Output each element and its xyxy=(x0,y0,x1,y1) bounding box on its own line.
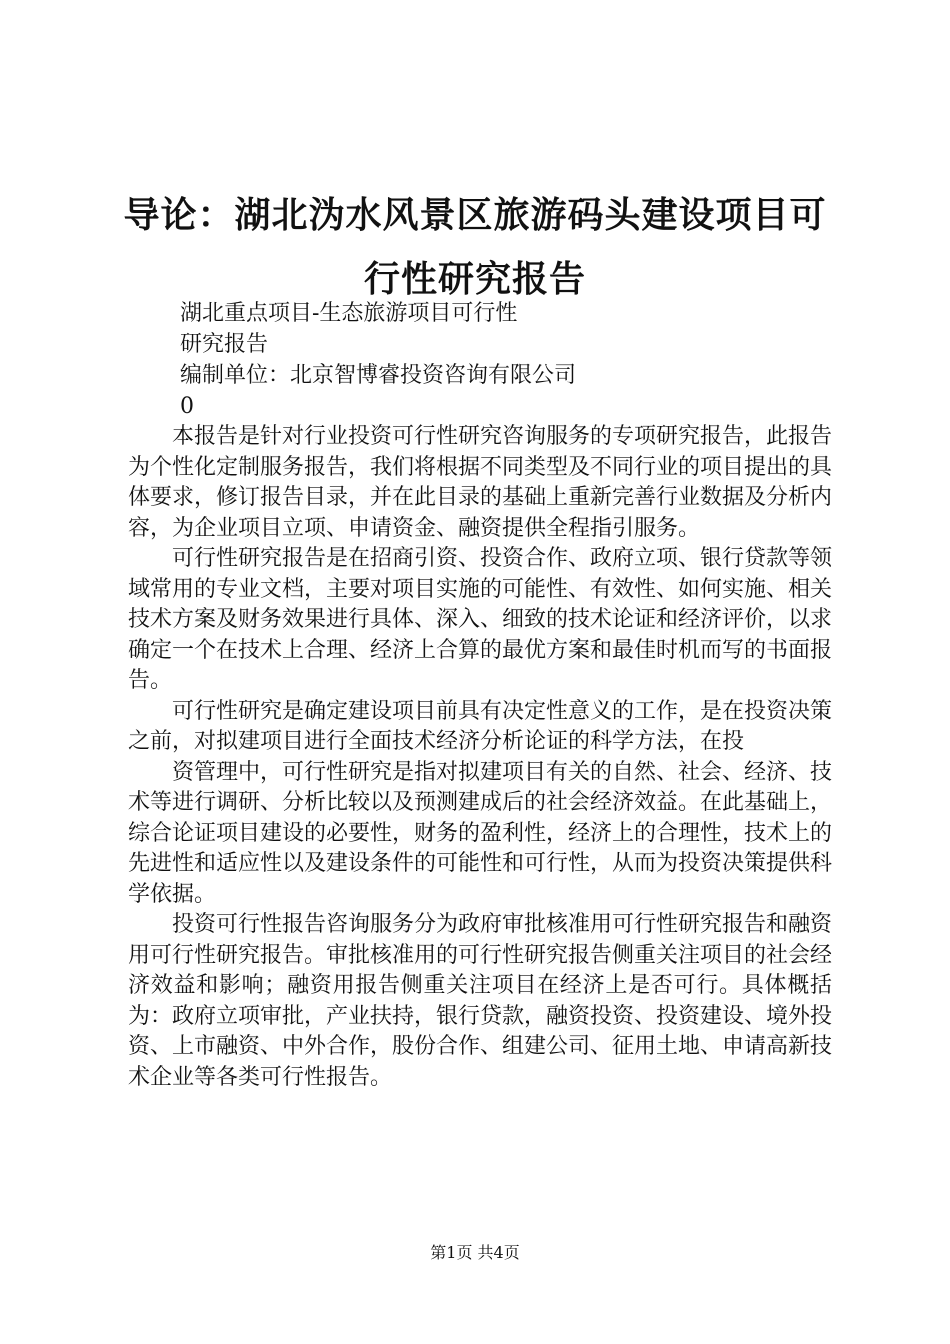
document-body xyxy=(128,422,832,1093)
meta-line-project-type: 湖北重点项目-生态旅游项目可行性 xyxy=(180,301,518,326)
page-footer: 第1页 共4页 xyxy=(430,1243,520,1262)
paragraph: 可行性研究是确定建设项目前具有决定性意义的工作，是在投资决策之前，对拟建项目进行全面技术经济分析论证的科学方法，在投 xyxy=(128,698,833,754)
paragraph: 可行性研究报告是在招商引资、投资合作、政府立项、银行贷款等领域常用的专业文档，主要对项目实施的可能性、有效性、如何实施、相关技术方案及财务效果进行具体、深入、细致的技术论证和经济评价，以求确定一个在技术上合理、经济上合算的最优方案和最佳时机而写的书面报告。 xyxy=(128,546,833,693)
meta-line-compiler: 编制单位：北京智博睿投资咨询有限公司 xyxy=(180,363,577,388)
meta-line-report: 研究报告 xyxy=(180,332,269,357)
document-title: 导论：湖北沩水风景区旅游码头建设项目可行性研究报告 xyxy=(123,195,827,300)
meta-line-zero: 0 xyxy=(180,394,194,419)
paragraph: 本报告是针对行业投资可行性研究咨询服务的专项研究报告，此报告为个性化定制服务报告，我们将根据不同类型及不同行业的项目提出的具体要求，修订报告目录，并在此目录的基础上重新完善行业数据及分析内容，为企业项目立项、申请资金、融资提供全程指引服务。 xyxy=(128,424,833,541)
paragraph: 资管理中，可行性研究是指对拟建项目有关的自然、社会、经济、技术等进行调研、分析比较以及预测建成后的社会经济效益。在此基础上，综合论证项目建设的必要性，财务的盈利性，经济上的合理性，技术上的先进性和适应性以及建设条件的可能性和可行性，从而为投资决策提供科学依据。 xyxy=(128,759,833,907)
paragraph: 投资可行性报告咨询服务分为政府审批核准用可行性研究报告和融资用可行性研究报告。审批核准用的可行性研究报告侧重关注项目的社会经济效益和影响；融资用报告侧重关注项目在经济上是否可行。具体概括为：政府立项审批，产业扶持，银行贷款，融资投资、投资建设、境外投资、上市融资、中外合作，股份合作、组建公司、征用土地、申请高新技术企业等各类可行性报告。 xyxy=(128,912,833,1090)
document-meta xyxy=(180,298,820,422)
